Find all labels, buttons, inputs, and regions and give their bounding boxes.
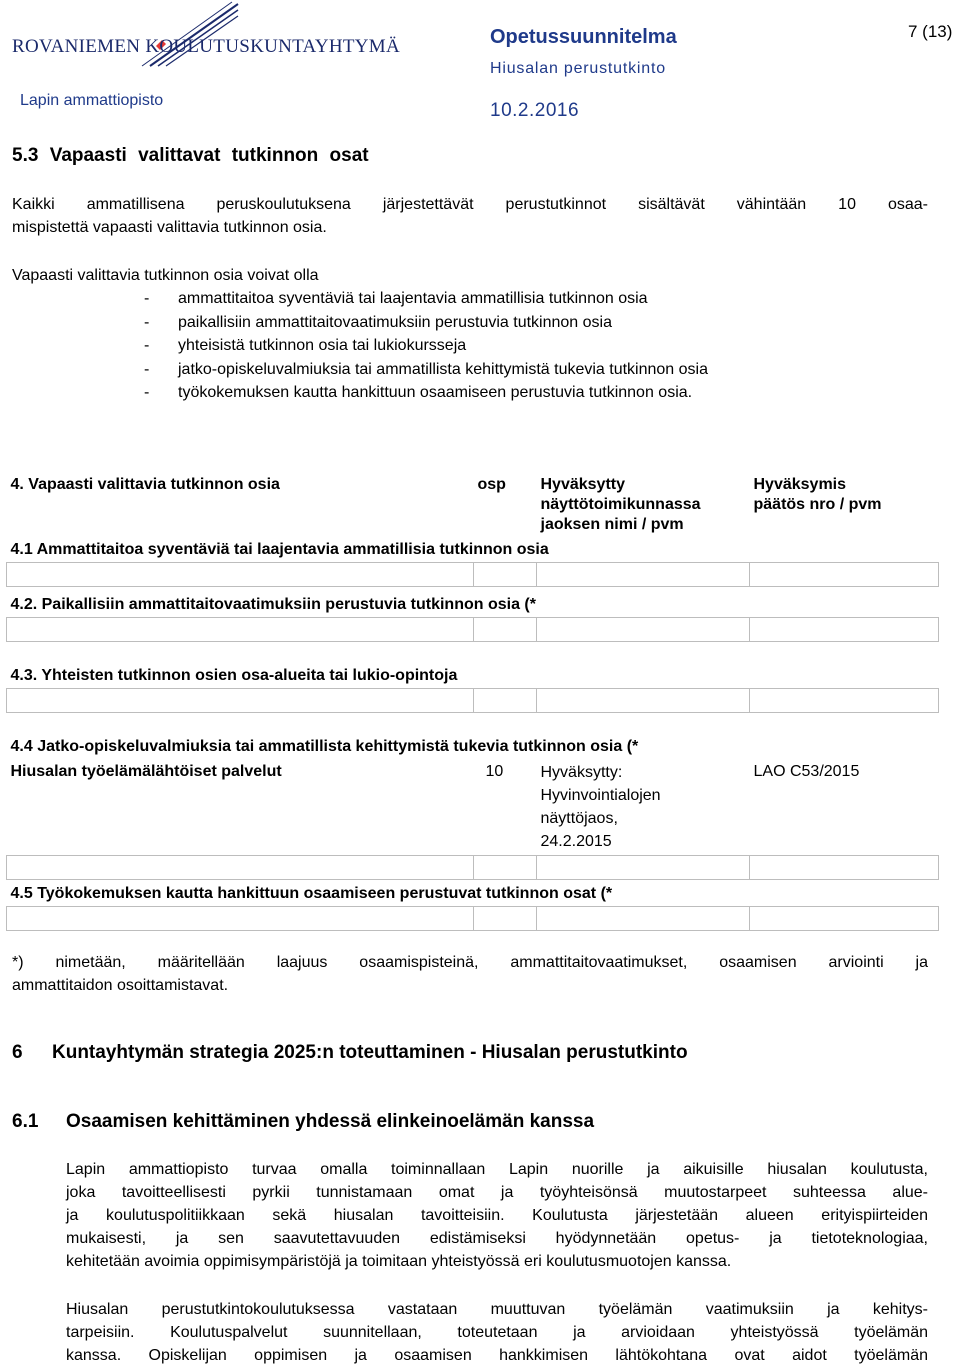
col-header-decision: Hyväksymis päätös nro / pvm: [753, 476, 882, 513]
paragraph-line: mispistettä vapaasti valittavia tutkinnon osia.: [12, 219, 327, 236]
section-number-6-1: 6.1: [12, 1111, 39, 1132]
list-item: - työkokemuksen kautta hankittuun osaamiseen perustuvia tutkinnon osia.: [144, 381, 924, 405]
logo: [10, 0, 410, 70]
section-row-4-3: 4.3. Yhteisten tutkinnon osien osa-alueita tai lukio-opintoja: [7, 642, 939, 689]
list-item: - ammattitaitoa syventäviä tai laajentavia ammatillisia tutkinnon osia: [144, 287, 924, 311]
col-header-unit: 4. Vapaasti valittavia tutkinnon osia: [10, 476, 280, 493]
page-number: 7 (13): [908, 22, 953, 41]
unit-osp: 10: [485, 763, 504, 780]
list-item: - yhteisistä tutkinnon osia tai lukiokursseja: [144, 334, 924, 358]
empty-row: [7, 907, 939, 931]
section-row-4-5: 4.5 Työkokemuksen kautta hankittuun osaamiseen perustuvat tutkinnon osat (*: [7, 880, 939, 907]
document-subtitle: Hiusalan perustutkinto: [490, 60, 666, 77]
list-item: - paikallisiin ammattitaitovaatimuksiin perustuvia tutkinnon osia: [144, 311, 924, 335]
paragraph-6-1-b: Hiusalan perustutkintokoulutuksessa vastataan muuttuvan työelämän vaatimuksiin ja kehitys- tarpeisiin. Koulutuspalvelut suunnitellaan, toteutetaan ja arvioidaan yhteistyössä työelämän kanssa. Opiskelijan oppimisen ja osaamisen hankkimisen lähtökohtana ovat aidot työelämän: [66, 1301, 928, 1364]
list-item: - jatko-opiskeluvalmiuksia tai ammatillista kehittymistä tukevia tutkinnon osia: [144, 358, 924, 382]
empty-row: [7, 856, 939, 880]
unit-decision: LAO C53/2015: [753, 763, 860, 780]
section-number-6: 6: [12, 1042, 23, 1063]
organization-name: Lapin ammattiopisto: [20, 92, 164, 109]
empty-row: [7, 563, 939, 587]
options-list: [144, 287, 924, 405]
section-row-4-2: 4.2. Paikallisiin ammattitaitovaatimuksiin perustuvia tutkinnon osia (*: [7, 587, 939, 618]
paragraph-line: Kaikki ammatillisena peruskoulutuksena järjestettävät perustutkinnot sisältävät vähintään 10 osaa-: [12, 196, 928, 213]
logo-text: ROVANIEMEN KOULUTUSKUNTAYHTYMÄ: [12, 36, 401, 57]
empty-row: [7, 689, 939, 713]
table-header-row: [7, 473, 939, 537]
logo-swoosh-icon: [10, 0, 410, 70]
unit-name: Hiusalan työelämälähtöiset palvelut: [10, 763, 282, 780]
document-title: Opetussuunnitelma: [490, 26, 677, 48]
paragraph-6-1-a: Lapin ammattiopisto turvaa omalla toiminnallaan Lapin nuorille ja aikuisille hiusalan koulutusta, joka tavoitteellisesti pyrkii tunnistamaan omat ja työyhteisönsä muutostarpeet suhteessa alue- ja koulutuspolitiikkaan sekä hiusalan tavoitteisiin. Koulutusta järjestetään alueen erityispiirteiden mukaisesti, ja sen saavutettavuuden edistämiseksi hyödynnetään opetus- ja tietoteknologiaa, kehitetään avoimia oppimisympäristöjä ja toimitaan yhteistyössä eri koulutusmuotojen kanssa.: [66, 1161, 928, 1270]
col-header-osp: osp: [477, 476, 506, 493]
document-date: 10.2.2016: [490, 100, 580, 121]
unit-approved: Hyväksytty: Hyvinvointialojen näyttöjaos, 24.2.2015: [540, 764, 661, 850]
section-heading-6-1: Osaamisen kehittäminen yhdessä elinkeinoelämän kanssa: [66, 1111, 595, 1132]
list-intro: Vapaasti valittavia tutkinnon osia voivat olla: [12, 267, 319, 284]
empty-row: [7, 618, 939, 642]
section-heading-6: Kuntayhtymän strategia 2025:n toteuttaminen - Hiusalan perustutkinto: [52, 1042, 688, 1063]
footnote: *) nimetään, määritellään laajuus osaamispisteinä, ammattitaitovaatimukset, osaamisen arviointi ja ammattitaidon osoittamistavat.: [12, 954, 928, 994]
section-row-4-1: 4.1 Ammattitaitoa syventäviä tai laajentavia ammatillisia tutkinnon osia: [7, 537, 939, 563]
section-heading-5-3: 5.3 Vapaasti valittavat tutkinnon osat: [12, 145, 369, 166]
col-header-approved: Hyväksytty näyttötoimikunnassa jaoksen nimi / pvm: [540, 476, 701, 533]
paragraph-intro: [12, 193, 928, 239]
section-row-4-4: 4.4 Jatko-opiskeluvalmiuksia tai ammatillista kehittymistä tukevia tutkinnon osia (*: [10, 738, 639, 755]
elective-units-table: [6, 473, 939, 931]
table-row: [7, 759, 939, 856]
